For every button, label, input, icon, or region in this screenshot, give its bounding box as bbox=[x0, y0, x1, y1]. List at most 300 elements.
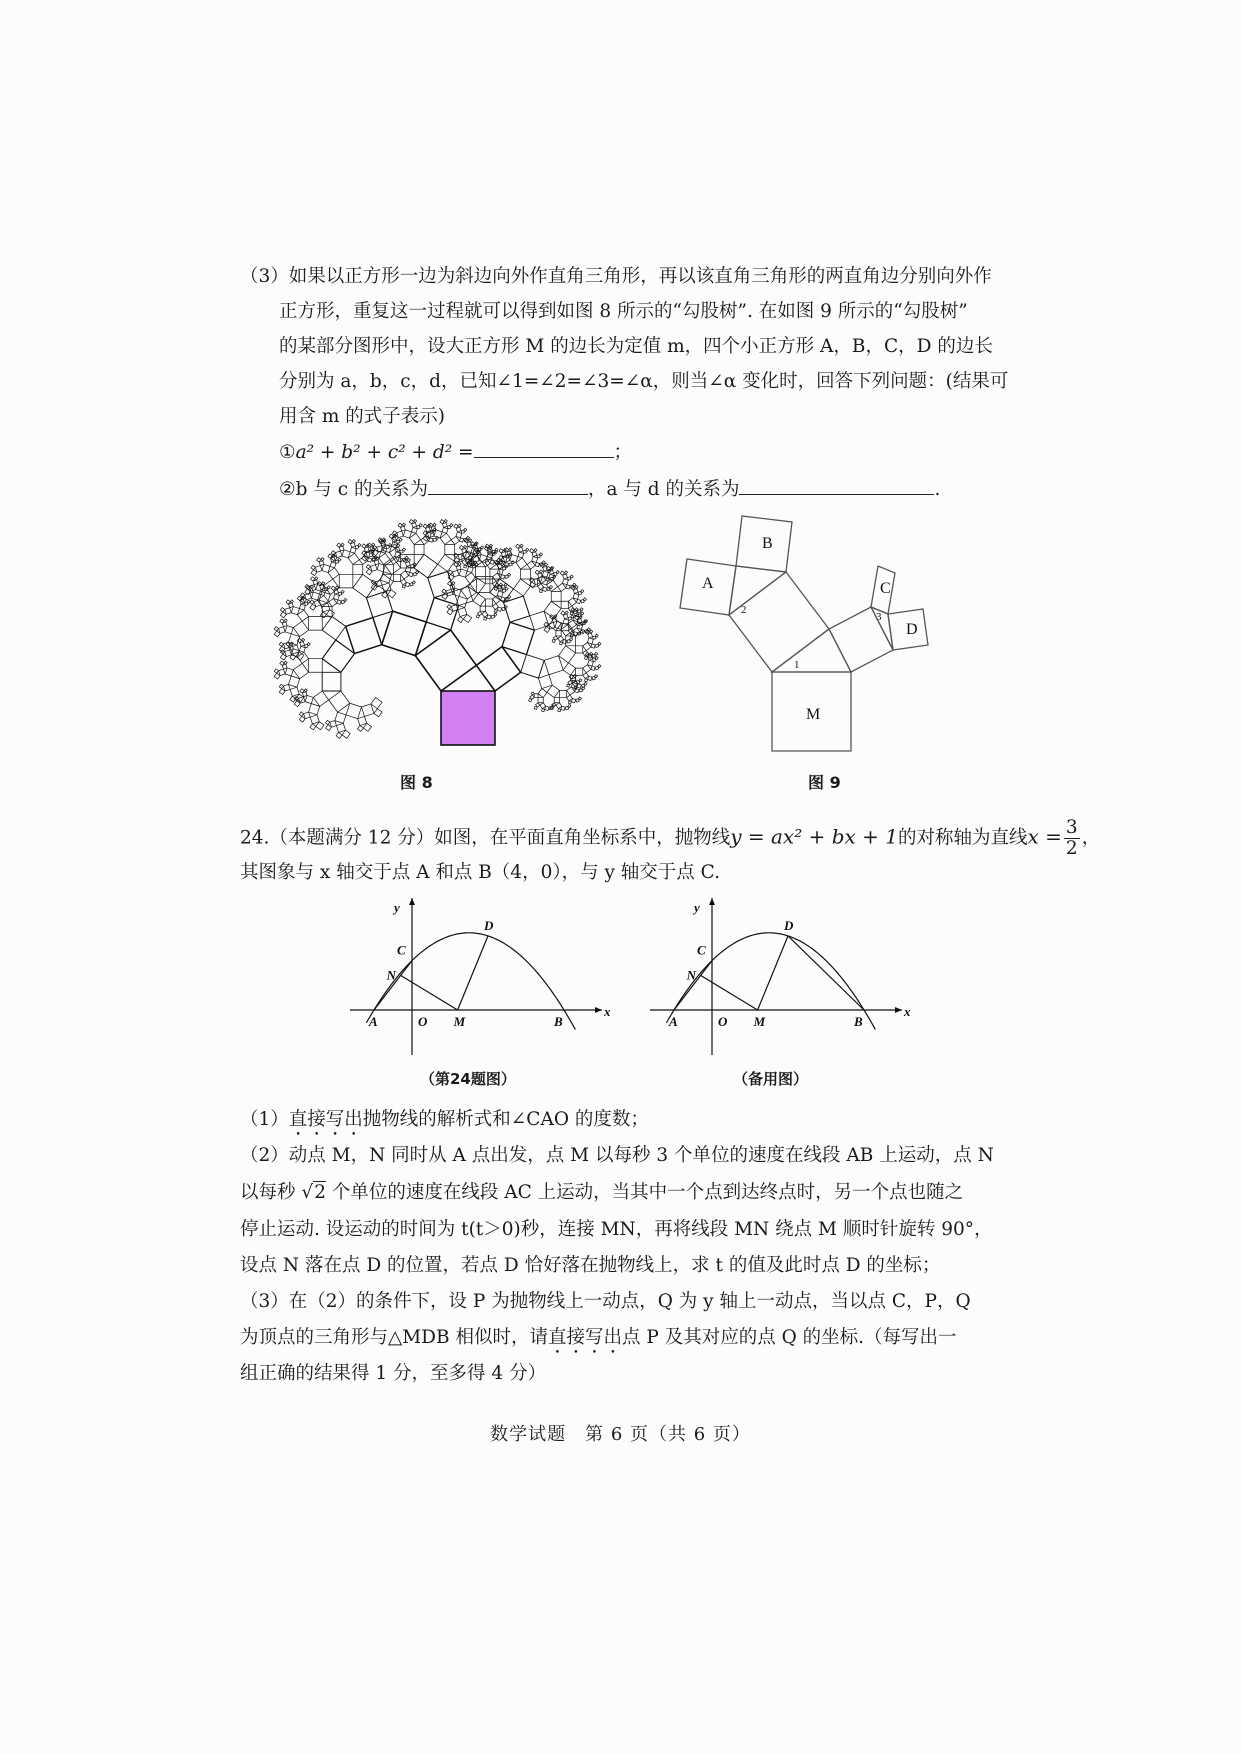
tree-square bbox=[333, 594, 339, 600]
tree-square bbox=[315, 577, 318, 580]
tree-square bbox=[567, 687, 575, 695]
q24-part1 bbox=[240, 1107, 649, 1140]
tree-base-square bbox=[441, 691, 495, 745]
tree-square bbox=[304, 712, 311, 719]
tree-square bbox=[405, 566, 411, 572]
tree-square bbox=[563, 663, 575, 675]
tree-square bbox=[366, 565, 370, 569]
tree-square bbox=[556, 631, 561, 636]
tree-square bbox=[279, 669, 286, 676]
tree-square bbox=[304, 689, 307, 692]
tree-square bbox=[370, 565, 377, 572]
tree-square bbox=[480, 606, 485, 611]
tree-square bbox=[380, 572, 391, 583]
tree-square bbox=[415, 630, 476, 691]
segment-MD bbox=[458, 936, 488, 1010]
x-axis-label: x bbox=[604, 1004, 611, 1019]
angle-3-label: 3 bbox=[876, 611, 882, 623]
y-axis-label: y bbox=[394, 900, 400, 915]
x-axis-arrow bbox=[595, 1007, 602, 1013]
tree-square bbox=[336, 732, 342, 738]
tree-square bbox=[473, 594, 485, 606]
tree-square bbox=[576, 646, 583, 653]
tree-square bbox=[391, 542, 397, 548]
tree-square bbox=[576, 599, 580, 603]
tree-square bbox=[484, 617, 487, 620]
y-axis-arrow bbox=[709, 898, 715, 905]
tree-square bbox=[358, 716, 367, 725]
tree-square bbox=[429, 538, 433, 542]
tree-square bbox=[534, 549, 537, 552]
tree-square bbox=[311, 565, 315, 569]
tree-square bbox=[539, 590, 542, 593]
tree-square bbox=[475, 567, 485, 577]
tree-square bbox=[367, 558, 371, 562]
segment-MD bbox=[758, 936, 788, 1010]
tree-square bbox=[379, 553, 390, 564]
tree-square bbox=[559, 646, 576, 663]
tree-square bbox=[575, 585, 578, 588]
tree-square bbox=[346, 703, 361, 718]
triangle-left bbox=[729, 566, 786, 615]
tree-square bbox=[392, 531, 396, 535]
tree-square bbox=[521, 569, 531, 579]
tree-square bbox=[302, 638, 305, 641]
tree-square bbox=[371, 697, 382, 708]
tree-square bbox=[336, 723, 345, 732]
tree-square bbox=[361, 704, 373, 716]
sub2-text-b: ，a 与 d 的关系为 bbox=[587, 479, 740, 500]
tree-square bbox=[407, 559, 410, 562]
tree-square bbox=[521, 655, 545, 679]
tree-square bbox=[297, 610, 308, 621]
tree-square bbox=[305, 695, 313, 703]
tree-square bbox=[445, 545, 455, 555]
point-N-label: N bbox=[686, 967, 696, 983]
tree-square bbox=[440, 533, 451, 544]
tree-square bbox=[285, 608, 292, 615]
tree-square bbox=[501, 575, 505, 579]
tree-square bbox=[459, 538, 463, 542]
axis-fraction-denominator: 2 bbox=[1065, 838, 1078, 859]
tree-square bbox=[328, 568, 339, 579]
page-footer: 数学试题 第 6 页（共 6 页） bbox=[490, 1424, 751, 1445]
tree-square bbox=[544, 563, 547, 566]
tree-square bbox=[300, 593, 304, 597]
tree-square bbox=[464, 565, 467, 568]
tree-square bbox=[279, 684, 283, 688]
triangle-main bbox=[772, 629, 851, 672]
tree-square bbox=[555, 621, 563, 629]
tree-square bbox=[476, 579, 490, 593]
tree-square bbox=[554, 698, 559, 703]
point-C-label: C bbox=[697, 942, 706, 958]
tree-square bbox=[409, 572, 413, 576]
tree-square bbox=[320, 612, 326, 618]
tree-square bbox=[467, 547, 473, 553]
figure-9-diagram bbox=[680, 520, 940, 760]
label-C: C bbox=[880, 580, 891, 597]
tree-square bbox=[538, 698, 543, 703]
tree-square bbox=[414, 554, 437, 577]
q24-line1-mid: 的对称轴为直线 bbox=[897, 827, 1028, 849]
sub1-expression: a² + b² + c² + d² = bbox=[295, 442, 474, 463]
answer-blank-1[interactable] bbox=[474, 439, 614, 458]
tree-square bbox=[588, 676, 592, 680]
q23-sub1 bbox=[279, 439, 632, 466]
tree-square bbox=[339, 574, 353, 588]
tree-square bbox=[573, 593, 579, 599]
tree-square bbox=[322, 640, 354, 672]
tree-square bbox=[447, 605, 451, 609]
tree-square bbox=[467, 567, 473, 573]
tree-square bbox=[587, 638, 593, 644]
tree-square bbox=[284, 619, 287, 622]
q23-sub2 bbox=[279, 476, 940, 503]
tree-square bbox=[426, 598, 458, 630]
tree-square bbox=[299, 604, 305, 610]
tree-square bbox=[274, 669, 278, 673]
tree-square bbox=[348, 553, 359, 564]
tree-square bbox=[405, 582, 409, 586]
tree-square bbox=[487, 615, 491, 619]
tree-square bbox=[402, 523, 405, 526]
tree-square bbox=[513, 579, 530, 596]
tree-square bbox=[285, 626, 293, 634]
tree-square bbox=[315, 566, 322, 573]
segment-MN bbox=[401, 975, 458, 1010]
tree-square bbox=[311, 592, 319, 600]
tree-square bbox=[587, 660, 593, 666]
part1-number: （1） bbox=[240, 1109, 289, 1130]
tree-square bbox=[567, 684, 570, 687]
tree-square bbox=[374, 709, 382, 717]
tree-square bbox=[544, 656, 563, 675]
tree-square bbox=[350, 547, 356, 553]
tree-square bbox=[342, 550, 350, 558]
angle-1-label: 1 bbox=[794, 659, 800, 671]
tree-square bbox=[299, 712, 303, 716]
tree-square bbox=[388, 590, 396, 598]
tree-square bbox=[357, 726, 363, 732]
tree-square bbox=[438, 554, 455, 571]
tree-square bbox=[559, 642, 562, 645]
tree-square bbox=[280, 608, 284, 612]
tree-square bbox=[545, 706, 549, 710]
tree-square bbox=[293, 621, 308, 636]
x-axis-label: x bbox=[904, 1004, 911, 1019]
y-axis-label: y bbox=[694, 900, 700, 915]
tree-square bbox=[509, 548, 512, 551]
axis-variable: x = bbox=[1027, 824, 1062, 849]
tree-square bbox=[402, 585, 405, 588]
main-graph-caption: （第24题图） bbox=[420, 1070, 516, 1088]
tree-square bbox=[433, 523, 436, 526]
tree-square bbox=[322, 582, 325, 585]
axis-fraction-numerator: 3 bbox=[1065, 817, 1078, 838]
point-M-label: M bbox=[453, 1014, 466, 1029]
tree-square bbox=[539, 570, 542, 573]
tree-square bbox=[284, 661, 287, 664]
part2-line2-start: 以每秒 bbox=[240, 1182, 296, 1203]
tree-square bbox=[561, 601, 568, 608]
point-B-label: B bbox=[854, 1014, 863, 1029]
tree-square bbox=[290, 600, 293, 603]
q24-spare-graph bbox=[650, 890, 930, 1060]
tree-square bbox=[529, 699, 532, 702]
tree-square bbox=[353, 564, 363, 574]
tree-square bbox=[310, 715, 319, 724]
tree-square bbox=[518, 552, 524, 558]
tree-square bbox=[463, 614, 471, 622]
tree-square bbox=[451, 536, 459, 544]
tree-square bbox=[421, 536, 429, 544]
answer-blank-2[interactable] bbox=[428, 476, 588, 495]
tree-square bbox=[583, 642, 591, 650]
tree-square bbox=[382, 538, 385, 541]
tree-square bbox=[584, 679, 587, 682]
part3-line2-end: 点 P 及其对应的点 Q 的坐标.（每写出一 bbox=[622, 1327, 957, 1348]
figure-9-caption: 图 9 bbox=[808, 773, 841, 792]
part2-line2-end: 个单位的速度在线段 AC 上运动，当其中一个点到达终点时，另一个点也随之 bbox=[331, 1182, 964, 1203]
tree-square bbox=[534, 706, 537, 709]
tree-square bbox=[331, 551, 335, 555]
parabola-equation: y = ax² + bx + 1 bbox=[730, 824, 898, 849]
tree-square bbox=[502, 622, 534, 654]
tree-square bbox=[456, 532, 462, 538]
point-B-label: B bbox=[554, 1014, 563, 1029]
tree-square bbox=[330, 562, 336, 568]
q24-main-graph bbox=[350, 890, 630, 1060]
tree-square bbox=[561, 706, 565, 710]
segment-MN bbox=[701, 975, 758, 1010]
point-D-label: D bbox=[784, 917, 794, 933]
tree-square bbox=[444, 520, 447, 523]
q23-line-1: （3）如果以正方形一边为斜边向外作直角三角形，再以该直角三角形的两直角边分别向外作 bbox=[240, 266, 992, 287]
y-axis-arrow bbox=[409, 898, 415, 905]
tree-square bbox=[568, 701, 571, 704]
part3-emphasis: 直接写出 bbox=[547, 1327, 622, 1348]
tree-square bbox=[559, 690, 566, 697]
point-C-label: C bbox=[397, 942, 406, 958]
tree-square bbox=[494, 587, 497, 590]
tree-square bbox=[316, 722, 324, 730]
tree-square bbox=[497, 591, 503, 597]
tree-square bbox=[580, 629, 584, 633]
tree-square bbox=[584, 656, 587, 659]
part1-text: 抛物线的解析式和∠CAO 的度数； bbox=[362, 1109, 649, 1130]
tree-square bbox=[309, 659, 323, 673]
tree-square bbox=[322, 616, 345, 639]
tree-square bbox=[590, 630, 593, 633]
tree-square bbox=[313, 691, 328, 706]
tree-square bbox=[591, 666, 595, 670]
q24-part2-line-3: 停止运动. 设运动的时间为 t(t＞0)秒，连接 MN，再将线段 MN 绕点 M 顺时针旋转 90°， bbox=[240, 1219, 993, 1240]
q24-part2-line-2: 以每秒 √2 个单位的速度在线段 AC 上运动，当其中一个点到达终点时，另一个点也随之 bbox=[240, 1182, 964, 1203]
part1-emphasis: 直接写出 bbox=[288, 1109, 363, 1130]
point-M-label: M bbox=[753, 1014, 766, 1029]
tree-square bbox=[310, 724, 316, 730]
tree-square bbox=[591, 644, 595, 648]
tree-square bbox=[485, 599, 492, 606]
tree-square bbox=[321, 558, 324, 561]
q24-part3-line-1: （3）在（2）的条件下，设 P 为抛物线上一动点，Q 为 y 轴上一动点，当以点 C，P，Q bbox=[240, 1291, 971, 1312]
tree-square bbox=[359, 556, 367, 564]
point-D-label: D bbox=[484, 917, 494, 933]
tree-square bbox=[469, 539, 472, 542]
tree-square bbox=[505, 562, 509, 566]
tree-square bbox=[342, 730, 350, 738]
tree-square bbox=[542, 709, 545, 712]
q24-line-1 bbox=[240, 818, 1100, 859]
tree-square bbox=[397, 531, 404, 538]
tree-square bbox=[538, 675, 552, 689]
tree-square bbox=[409, 533, 420, 544]
tree-square bbox=[494, 610, 497, 613]
q23-line-5: 用含 m 的式子表示) bbox=[279, 406, 446, 427]
tree-square bbox=[411, 527, 417, 533]
tree-square bbox=[497, 569, 503, 575]
tree-square bbox=[393, 574, 400, 581]
point-A-label: A bbox=[669, 1014, 678, 1029]
tree-square bbox=[341, 543, 344, 546]
tree-square bbox=[551, 591, 561, 601]
tree-square bbox=[329, 599, 337, 607]
tree-square bbox=[583, 665, 591, 673]
tree-square bbox=[552, 639, 555, 642]
tree-square bbox=[458, 617, 464, 623]
tree-square bbox=[566, 585, 570, 589]
tree-square bbox=[476, 647, 520, 691]
q24-line-2: 其图象与 x 轴交于点 A 和点 B（4，0），与 y 轴交于点 C. bbox=[240, 862, 721, 883]
tree-square bbox=[414, 520, 417, 523]
part3-line2-start: 为顶点的三角形与△MDB 相似时，请 bbox=[240, 1327, 548, 1348]
tree-square bbox=[571, 698, 575, 702]
q24-part3-line-3: 组正确的结果得 1 分，至多得 4 分） bbox=[240, 1363, 547, 1384]
tree-square bbox=[577, 684, 581, 688]
x-axis-arrow bbox=[895, 1007, 902, 1013]
tree-square bbox=[335, 551, 342, 558]
tree-square bbox=[497, 607, 501, 611]
q23-line-4: 分别为 a，b，c，d，已知∠1=∠2=∠3=∠α，则当∠α 变化时，回答下列问题：(结果可 bbox=[279, 371, 1009, 392]
answer-blank-3[interactable] bbox=[739, 476, 934, 495]
tree-square bbox=[458, 562, 461, 565]
tree-square bbox=[442, 527, 448, 533]
origin-label: O bbox=[418, 1014, 428, 1029]
tree-square bbox=[293, 663, 308, 678]
tree-square bbox=[576, 668, 583, 675]
tree-square bbox=[538, 689, 547, 698]
tree-square bbox=[309, 616, 323, 630]
q24-part2-line-4: 设点 N 落在点 D 的位置，若点 D 恰好落在抛物线上，求 t 的值及此时点 D 的坐标； bbox=[240, 1255, 941, 1276]
tree-square bbox=[575, 688, 579, 692]
tree-square bbox=[279, 627, 286, 634]
tree-square bbox=[414, 545, 424, 555]
sub1-end: ； bbox=[613, 442, 633, 463]
origin-label: O bbox=[718, 1014, 728, 1029]
tree-square bbox=[476, 615, 479, 618]
tree-square bbox=[516, 558, 527, 569]
tree-branches bbox=[274, 520, 601, 739]
tree-square bbox=[542, 571, 548, 577]
q24-intro: 24.（本题满分 12 分）如图，在平面直角坐标系中，抛物线 bbox=[240, 827, 731, 849]
tree-square bbox=[285, 668, 293, 676]
point-N-label: N bbox=[386, 967, 396, 983]
tree-square bbox=[279, 642, 283, 646]
tree-square bbox=[558, 583, 566, 591]
tree-square bbox=[290, 687, 299, 696]
tree-square bbox=[452, 570, 459, 577]
tree-square bbox=[464, 545, 467, 548]
tree-square bbox=[558, 709, 561, 712]
axis-fraction bbox=[1064, 818, 1080, 859]
tree-square bbox=[535, 562, 539, 566]
q23-line-3: 的某部分图形中，设大正方形 M 的边长为定值 m，四个小正方形 A，B，C，D 的边长 bbox=[279, 336, 993, 357]
tree-square bbox=[382, 611, 427, 656]
sub1-prefix: ① bbox=[279, 442, 296, 463]
tree-square bbox=[562, 579, 568, 585]
tree-square bbox=[570, 612, 573, 615]
tree-square bbox=[490, 579, 513, 602]
tree-square bbox=[452, 581, 455, 584]
label-B: B bbox=[762, 535, 773, 552]
tree-square bbox=[565, 611, 568, 614]
tree-square bbox=[520, 544, 523, 547]
figure-8-pythagoras-tree bbox=[260, 520, 600, 760]
tree-square bbox=[352, 539, 355, 542]
tree-square bbox=[330, 721, 337, 728]
tree-square bbox=[401, 571, 409, 579]
tree-square bbox=[346, 618, 382, 654]
angle-2-label: 2 bbox=[741, 604, 747, 616]
tree-square bbox=[568, 598, 576, 606]
tree-square bbox=[547, 580, 558, 591]
tree-square bbox=[329, 691, 350, 712]
tree-square bbox=[285, 650, 292, 657]
tree-square bbox=[485, 577, 492, 584]
tree-square bbox=[531, 692, 534, 695]
tree-square bbox=[403, 530, 411, 538]
sqrt-two: 2 bbox=[314, 1182, 326, 1203]
tree-square bbox=[458, 524, 461, 527]
sub2-text-a: b 与 c 的关系为 bbox=[295, 479, 428, 500]
tree-square bbox=[337, 600, 341, 604]
segment-DB bbox=[788, 936, 864, 1010]
tree-square bbox=[363, 723, 371, 731]
tree-square bbox=[527, 561, 535, 569]
figure-8-caption: 图 8 bbox=[400, 773, 433, 792]
tree-square bbox=[563, 639, 567, 643]
label-D: D bbox=[906, 621, 918, 638]
square-right bbox=[829, 607, 893, 672]
point-A-label: A bbox=[369, 1014, 378, 1029]
tree-square bbox=[299, 646, 305, 652]
tree-square bbox=[322, 672, 341, 691]
tree-square bbox=[547, 685, 559, 697]
tree-square bbox=[322, 564, 330, 572]
q23-line-2: 正方形，重复这一过程就可以得到如图 8 所示的“勾股树”. 在如图 9 所示的“勾股树” bbox=[279, 301, 968, 322]
label-M: M bbox=[806, 706, 821, 723]
tree-square bbox=[274, 627, 278, 631]
tree-square bbox=[335, 712, 346, 723]
tree-square bbox=[534, 694, 538, 698]
tree-square bbox=[297, 652, 308, 663]
tree-square bbox=[310, 600, 314, 604]
tree-square bbox=[442, 589, 446, 593]
square-left bbox=[729, 572, 829, 672]
sub2-prefix: ② bbox=[279, 479, 296, 500]
q24-line1-end: ， bbox=[1081, 827, 1101, 849]
